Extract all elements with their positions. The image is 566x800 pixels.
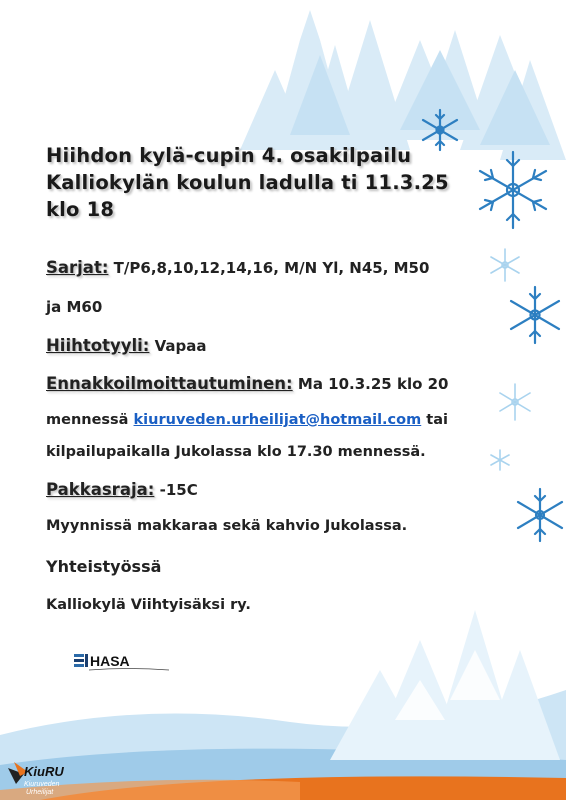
title-line-1: Hiihdon kylä-cupin 4. osakilpailu (46, 144, 412, 167)
hasa-text: HASA (90, 653, 130, 669)
hiihtotyyli-label: Hiihtotyyli: (46, 336, 150, 355)
sarjat-label: Sarjat: (46, 258, 109, 277)
ennakko-post: tai (426, 412, 448, 428)
partner-text: Kalliokylä Viihtyisäksi ry. (46, 597, 251, 613)
myynti-text: Myynnissä makkaraa sekä kahvio Jukolassa. (46, 518, 408, 534)
hasa-logo (74, 650, 174, 676)
pakkasraja-label: Pakkasraja: (46, 480, 155, 499)
ennakko-line-3: kilpailupaikalla Jukolassa klo 17.30 mennessä. (46, 444, 426, 460)
title-line-3: klo 18 (46, 198, 115, 221)
kiuru-sub2: Urheilijat (26, 789, 54, 796)
pakkasraja-value: -15C (159, 481, 198, 499)
kiuru-logo-icon (6, 754, 66, 798)
hiihtotyyli-value: Vapaa (154, 337, 207, 355)
ennakko-pre: mennessä (46, 412, 129, 428)
ennakko-row (46, 374, 448, 393)
sarjat-value: T/P6,8,10,12,14,16, M/N Yl, N45, M50 (113, 259, 430, 277)
ennakko-value: Ma 10.3.25 klo 20 (297, 375, 449, 393)
event-title (46, 142, 486, 223)
kiuru-logo (6, 754, 66, 800)
ennakko-line-2 (46, 412, 448, 428)
email-link[interactable]: kiuruveden.urheilijat@hotmail.com (133, 412, 422, 428)
ennakko-label: Ennakkoilmoittautuminen: (46, 374, 293, 393)
hasa-logo-icon (74, 650, 174, 672)
kiuru-text: KiuRU (24, 764, 64, 779)
pakkasraja-row (46, 480, 198, 499)
yhteistyo-heading: Yhteistyössä (46, 557, 162, 576)
title-line-2: Kalliokylän koulun ladulla ti 11.3.25 (46, 171, 449, 194)
hiihtotyyli-row (46, 336, 207, 355)
light-snowflake-icon (491, 249, 530, 470)
kiuru-sub1: Kiuruveden (24, 781, 60, 788)
sarjat-row (46, 258, 429, 277)
sarjat-value-line-2: ja M60 (46, 298, 103, 316)
bottom-trees (330, 610, 560, 760)
